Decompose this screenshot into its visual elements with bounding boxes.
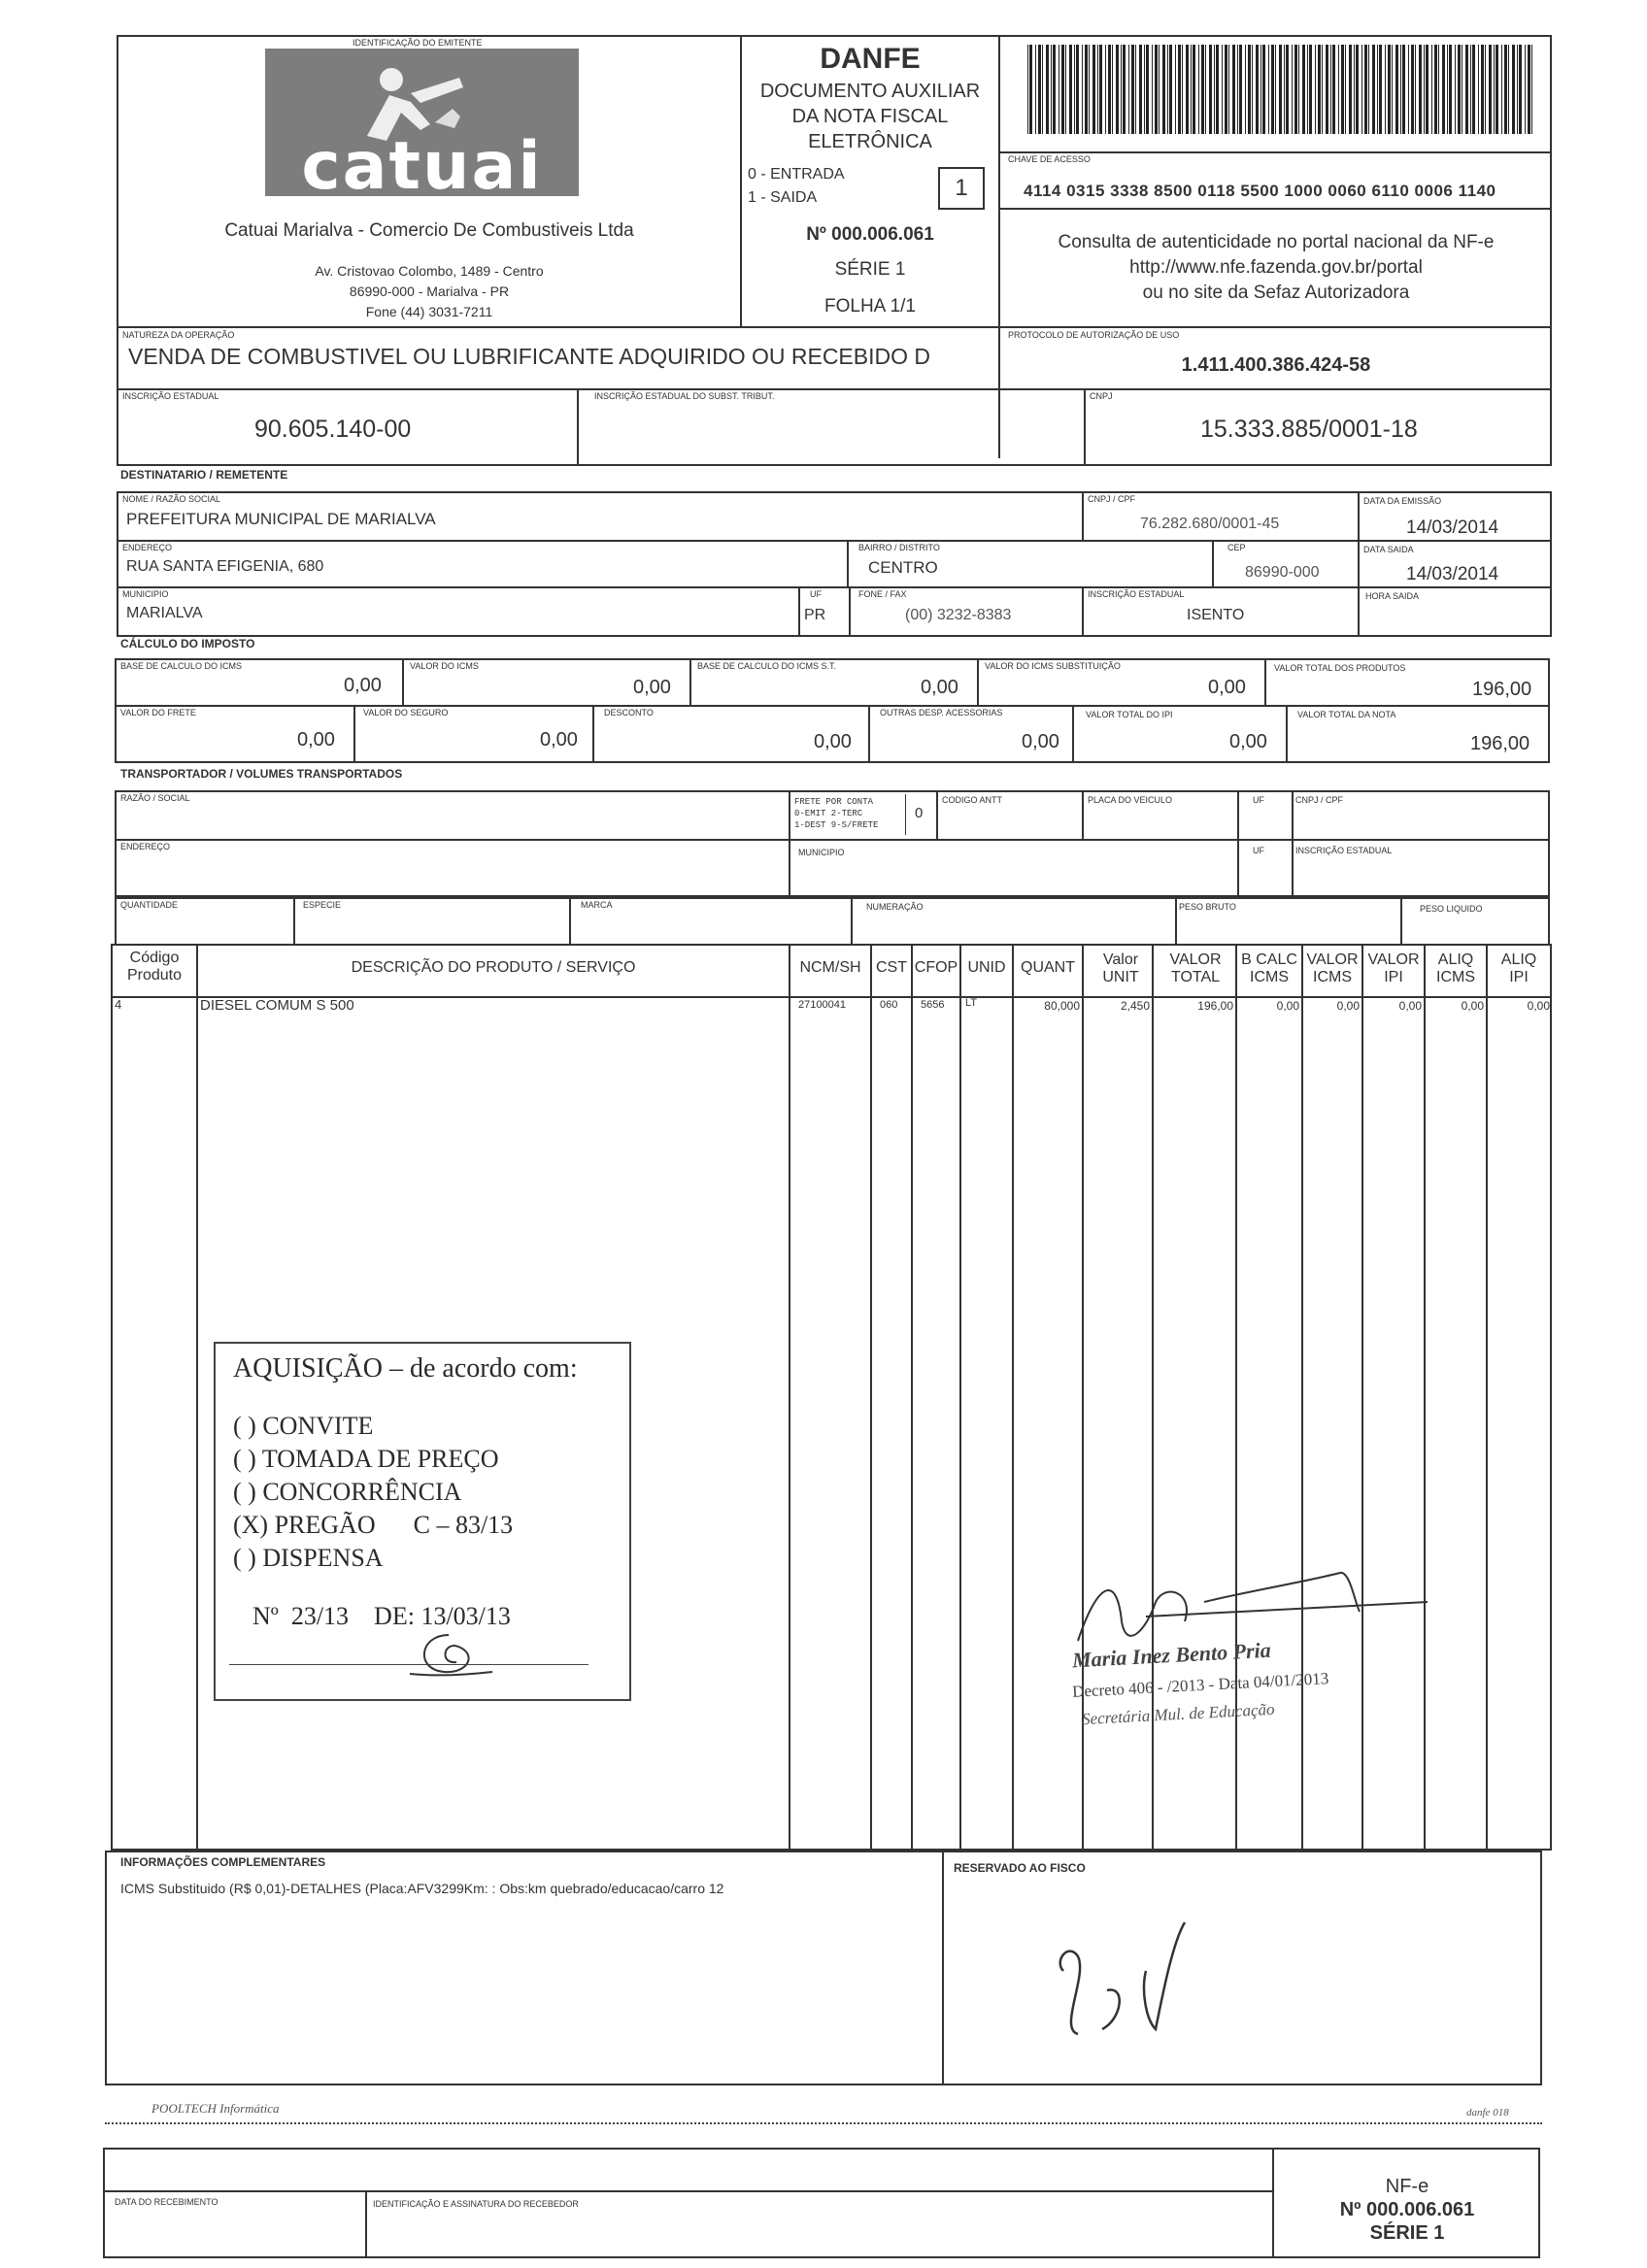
row-codigo: 4 [115,997,122,1012]
dest-ie: ISENTO [1187,607,1245,623]
peso-liquido-label: PESO LIQUIDO [1420,904,1483,914]
barcode [1027,45,1532,134]
row-cfop: 5656 [921,999,945,1011]
info-label: INFORMAÇÕES COMPLEMENTARES [120,1855,326,1869]
transp-frete-l3: 1-DEST 9-S/FRETE [794,820,879,830]
danfe-subtitle-3: ELETRÔNICA [808,131,932,152]
transp-municipio-label: MUNICIPIO [798,848,845,857]
protocolo-value: 1.411.400.386.424-58 [1181,354,1371,376]
chave-acesso: 4114 0315 3338 8500 0118 5500 1000 0060 6110 0006 1140 [1024,182,1496,200]
dest-saida: 14/03/2014 [1406,564,1499,584]
emitente-fone: Fone (44) 3031-7211 [365,304,493,319]
frete-label: VALOR DO FRETE [120,708,196,717]
natureza-value: VENDA DE COMBUSTIVEL OU LUBRIFICANTE ADQUIRIDO OU RECEBIDO D [128,344,931,369]
row-valor-icms: 0,00 [1336,999,1360,1013]
consulta-3: ou no site da Sefaz Autorizadora [1142,283,1410,303]
desconto-label: DESCONTO [604,708,654,717]
signer-name: Maria Inez Bento Pria [1071,1637,1272,1673]
dest-nome-label: NOME / RAZÃO SOCIAL [122,494,221,504]
dest-cnpj: 76.282.680/0001-45 [1140,516,1280,532]
ie-value: 90.605.140-00 [254,416,412,443]
cnpj-label: CNPJ [1090,391,1113,401]
danfe-subtitle-1: DOCUMENTO AUXILIAR [759,81,981,102]
canhoto-nfe: NF-e [1385,2176,1429,2197]
row-quant: 80,000 [1044,999,1080,1013]
base-icms-st-label: BASE DE CALCULO DO ICMS S.T. [697,661,837,671]
danfe-folha: FOLHA 1/1 [824,296,916,317]
transp-razao-label: RAZÃO / SOCIAL [120,793,190,803]
transp-cnpj-label: CNPJ / CPF [1295,795,1344,805]
ie-st-label: INSCRIÇÃO ESTADUAL DO SUBST. TRIBUT. [594,391,775,401]
emitente-endereco: Av. Cristovao Colombo, 1489 - Centro [315,263,544,279]
natureza-label: NATUREZA DA OPERAÇÃO [122,330,235,340]
danfe-subtitle-2: DA NOTA FISCAL [791,106,949,127]
marca-label: MARCA [581,900,613,910]
dest-fone: (00) 3232-8383 [905,607,1012,623]
stamp-item-tomada: ( ) TOMADA DE PREÇO [233,1445,499,1473]
dest-endereco: RUA SANTA EFIGENIA, 680 [126,558,324,575]
fisco-label: RESERVADO AO FISCO [954,1861,1086,1875]
dest-cep-label: CEP [1227,543,1246,552]
stamp-title: AQUISIÇÃO – de acordo com: [233,1353,578,1384]
transp-frete-l2: 0-EMIT 2-TERC [794,809,863,818]
col-bc-icms: B CALC ICMS [1241,951,1297,985]
fisco-initials [1049,1903,1194,2058]
col-ncm: NCM/SH [799,959,861,976]
row-aliq-icms: 0,00 [1461,999,1484,1013]
ie-label: INSCRIÇÃO ESTADUAL [122,391,219,401]
dest-fone-label: FONE / FAX [858,589,907,599]
dest-ie-label: INSCRIÇÃO ESTADUAL [1088,589,1185,599]
protocolo-label: PROTOCOLO DE AUTORIZAÇÃO DE USO [1008,330,1180,340]
col-aliq-ipi: ALIQ IPI [1500,951,1537,985]
tear-line [105,2122,1542,2124]
software-credit: POOLTECH Informática [151,2101,280,2116]
acquisition-stamp [214,1342,631,1701]
transp-endereco-label: ENDEREÇO [120,842,171,851]
emitente-razao: Catuai Marialva - Comercio De Combustiveis Ltda [224,220,634,241]
signer-decreto: Decreto 406 - /2013 - Data 04/01/2013 [1071,1669,1329,1701]
ipi-label: VALOR TOTAL DO IPI [1086,710,1173,719]
dest-emissao: 14/03/2014 [1406,517,1499,538]
transp-frete-value: 0 [915,805,924,821]
col-cfop: CFOP [914,959,958,976]
dest-nome: PREFEITURA MUNICIPAL DE MARIALVA [126,510,436,528]
outras-label: OUTRAS DESP. ACESSORIAS [880,708,1003,717]
peso-bruto-label: PESO BRUTO [1179,902,1236,912]
total-nota-label: VALOR TOTAL DA NOTA [1297,710,1396,719]
col-unid: UNID [967,959,1006,976]
total-nota: 196,00 [1470,733,1530,754]
canhoto-serie: SÉRIE 1 [1369,2222,1445,2244]
transp-antt-label: CODIGO ANTT [942,795,1003,805]
row-bc-icms: 0,00 [1276,999,1299,1013]
destinatario-section: DESTINATARIO / REMETENTE [120,468,288,482]
dest-uf-label: UF [810,589,822,599]
dest-bairro-label: BAIRRO / DISTRITO [858,543,940,552]
row-valor-total: 196,00 [1197,999,1233,1013]
chave-label: CHAVE DE ACESSO [1008,154,1091,164]
dest-saida-label: DATA SAIDA [1363,545,1414,554]
row-aliq-ipi: 0,00 [1527,999,1550,1013]
form-id: danfe 018 [1466,2107,1509,2118]
ipi: 0,00 [1229,731,1267,752]
dest-hora-label: HORA SAIDA [1365,591,1420,601]
valor-icms-label: VALOR DO ICMS [410,661,479,671]
signer-cargo: Secretária Mul. de Educação [1081,1699,1275,1729]
dest-cnpj-label: CNPJ / CPF [1088,494,1136,504]
dest-uf: PR [804,607,826,623]
outras: 0,00 [1022,731,1059,752]
cnpj-value: 15.333.885/0001-18 [1200,416,1418,443]
seguro: 0,00 [540,729,578,750]
identificacao-label: IDENTIFICAÇÃO E ASSINATURA DO RECEBEDOR [373,2199,579,2209]
stamp-item-convite: ( ) CONVITE [233,1412,374,1440]
transp-uf2-label: UF [1253,846,1264,855]
valor-icms-st-label: VALOR DO ICMS SUBSTITUIÇÃO [985,661,1121,671]
dest-bairro: CENTRO [868,558,938,577]
emitente-cidade: 86990-000 - Marialva - PR [349,284,510,299]
quantidade-label: QUANTIDADE [120,900,179,910]
logo-text: catuai [301,128,543,205]
danfe-serie: SÉRIE 1 [834,259,906,280]
especie-label: ESPECIE [303,900,342,910]
canhoto-numero: Nº 000.006.061 [1339,2199,1475,2220]
col-valor-unit: Valor UNIT [1102,951,1139,985]
row-valor-unit: 2,450 [1120,999,1150,1013]
imposto-section: CÁLCULO DO IMPOSTO [120,637,255,650]
transp-frete-l1: FRETE POR CONTA [794,797,874,807]
danfe-tipo: 1 [955,175,968,201]
transp-uf-label: UF [1253,795,1264,805]
stamp-item-dispensa: ( ) DISPENSA [233,1544,384,1572]
row-descricao: DIESEL COMUM S 500 [200,997,354,1014]
consulta-1: Consulta de autenticidade no portal nacional da NF-e [1058,232,1495,252]
dest-emissao-label: DATA DA EMISSÃO [1363,496,1442,506]
numeracao-label: NUMERAÇÃO [866,902,924,912]
col-valor-ipi: VALOR IPI [1367,951,1420,985]
seguro-label: VALOR DO SEGURO [363,708,449,717]
base-icms-st: 0,00 [921,677,958,698]
col-descricao: DESCRIÇÃO DO PRODUTO / SERVIÇO [351,959,636,976]
base-icms-label: BASE DE CALCULO DO ICMS [120,661,243,671]
dest-municipio-label: MUNICIPIO [122,589,169,599]
col-valor-total: VALOR TOTAL [1169,951,1222,985]
stamp-numero: Nº 23/13 DE: 13/03/13 [252,1602,511,1630]
transportador-section: TRANSPORTADOR / VOLUMES TRANSPORTADOS [120,767,403,781]
consulta-2: http://www.nfe.fazenda.gov.br/portal [1129,257,1423,278]
base-icms: 0,00 [344,675,382,696]
dest-endereco-label: ENDEREÇO [122,543,173,552]
data-recebimento-label: DATA DO RECEBIMENTO [115,2197,218,2207]
col-cst: CST [876,959,907,976]
row-valor-ipi: 0,00 [1398,999,1422,1013]
row-unid: LT [965,997,978,1009]
danfe-numero: Nº 000.006.061 [806,224,934,245]
company-logo [265,49,579,205]
dest-cep: 86990-000 [1245,564,1320,581]
emitente-label: IDENTIFICAÇÃO DO EMITENTE [353,38,483,48]
initials-signature [400,1625,497,1684]
stamp-item-concorrencia: ( ) CONCORRÊNCIA [233,1478,462,1506]
danfe-saida: 1 - SAIDA [748,189,818,206]
frete: 0,00 [297,729,335,750]
danfe-entrada: 0 - ENTRADA [748,166,845,183]
row-cst: 060 [880,999,898,1011]
dest-municipio: MARIALVA [126,605,203,621]
valor-icms-st: 0,00 [1208,677,1246,698]
total-produtos-label: VALOR TOTAL DOS PRODUTOS [1274,663,1406,673]
desconto: 0,00 [814,731,852,752]
transp-ie-label: INSCRIÇÃO ESTADUAL [1295,846,1393,855]
total-produtos: 196,00 [1472,679,1532,700]
col-quant: QUANT [1021,959,1075,976]
transp-placa-label: PLACA DO VEICULO [1088,795,1173,805]
valor-icms: 0,00 [633,677,671,698]
row-ncm: 27100041 [798,999,846,1011]
info-value: ICMS Substituido (R$ 0,01)-DETALHES (Placa:AFV3299Km: : Obs:km quebrado/educacao/carro 12 [120,1881,724,1896]
col-codigo: Código Produto [126,950,183,984]
col-valor-icms: VALOR ICMS [1306,951,1359,985]
danfe-title: DANFE [820,43,921,75]
stamp-item-pregao: (X) PREGÃO C – 83/13 [233,1511,514,1539]
col-aliq-icms: ALIQ ICMS [1436,951,1475,985]
